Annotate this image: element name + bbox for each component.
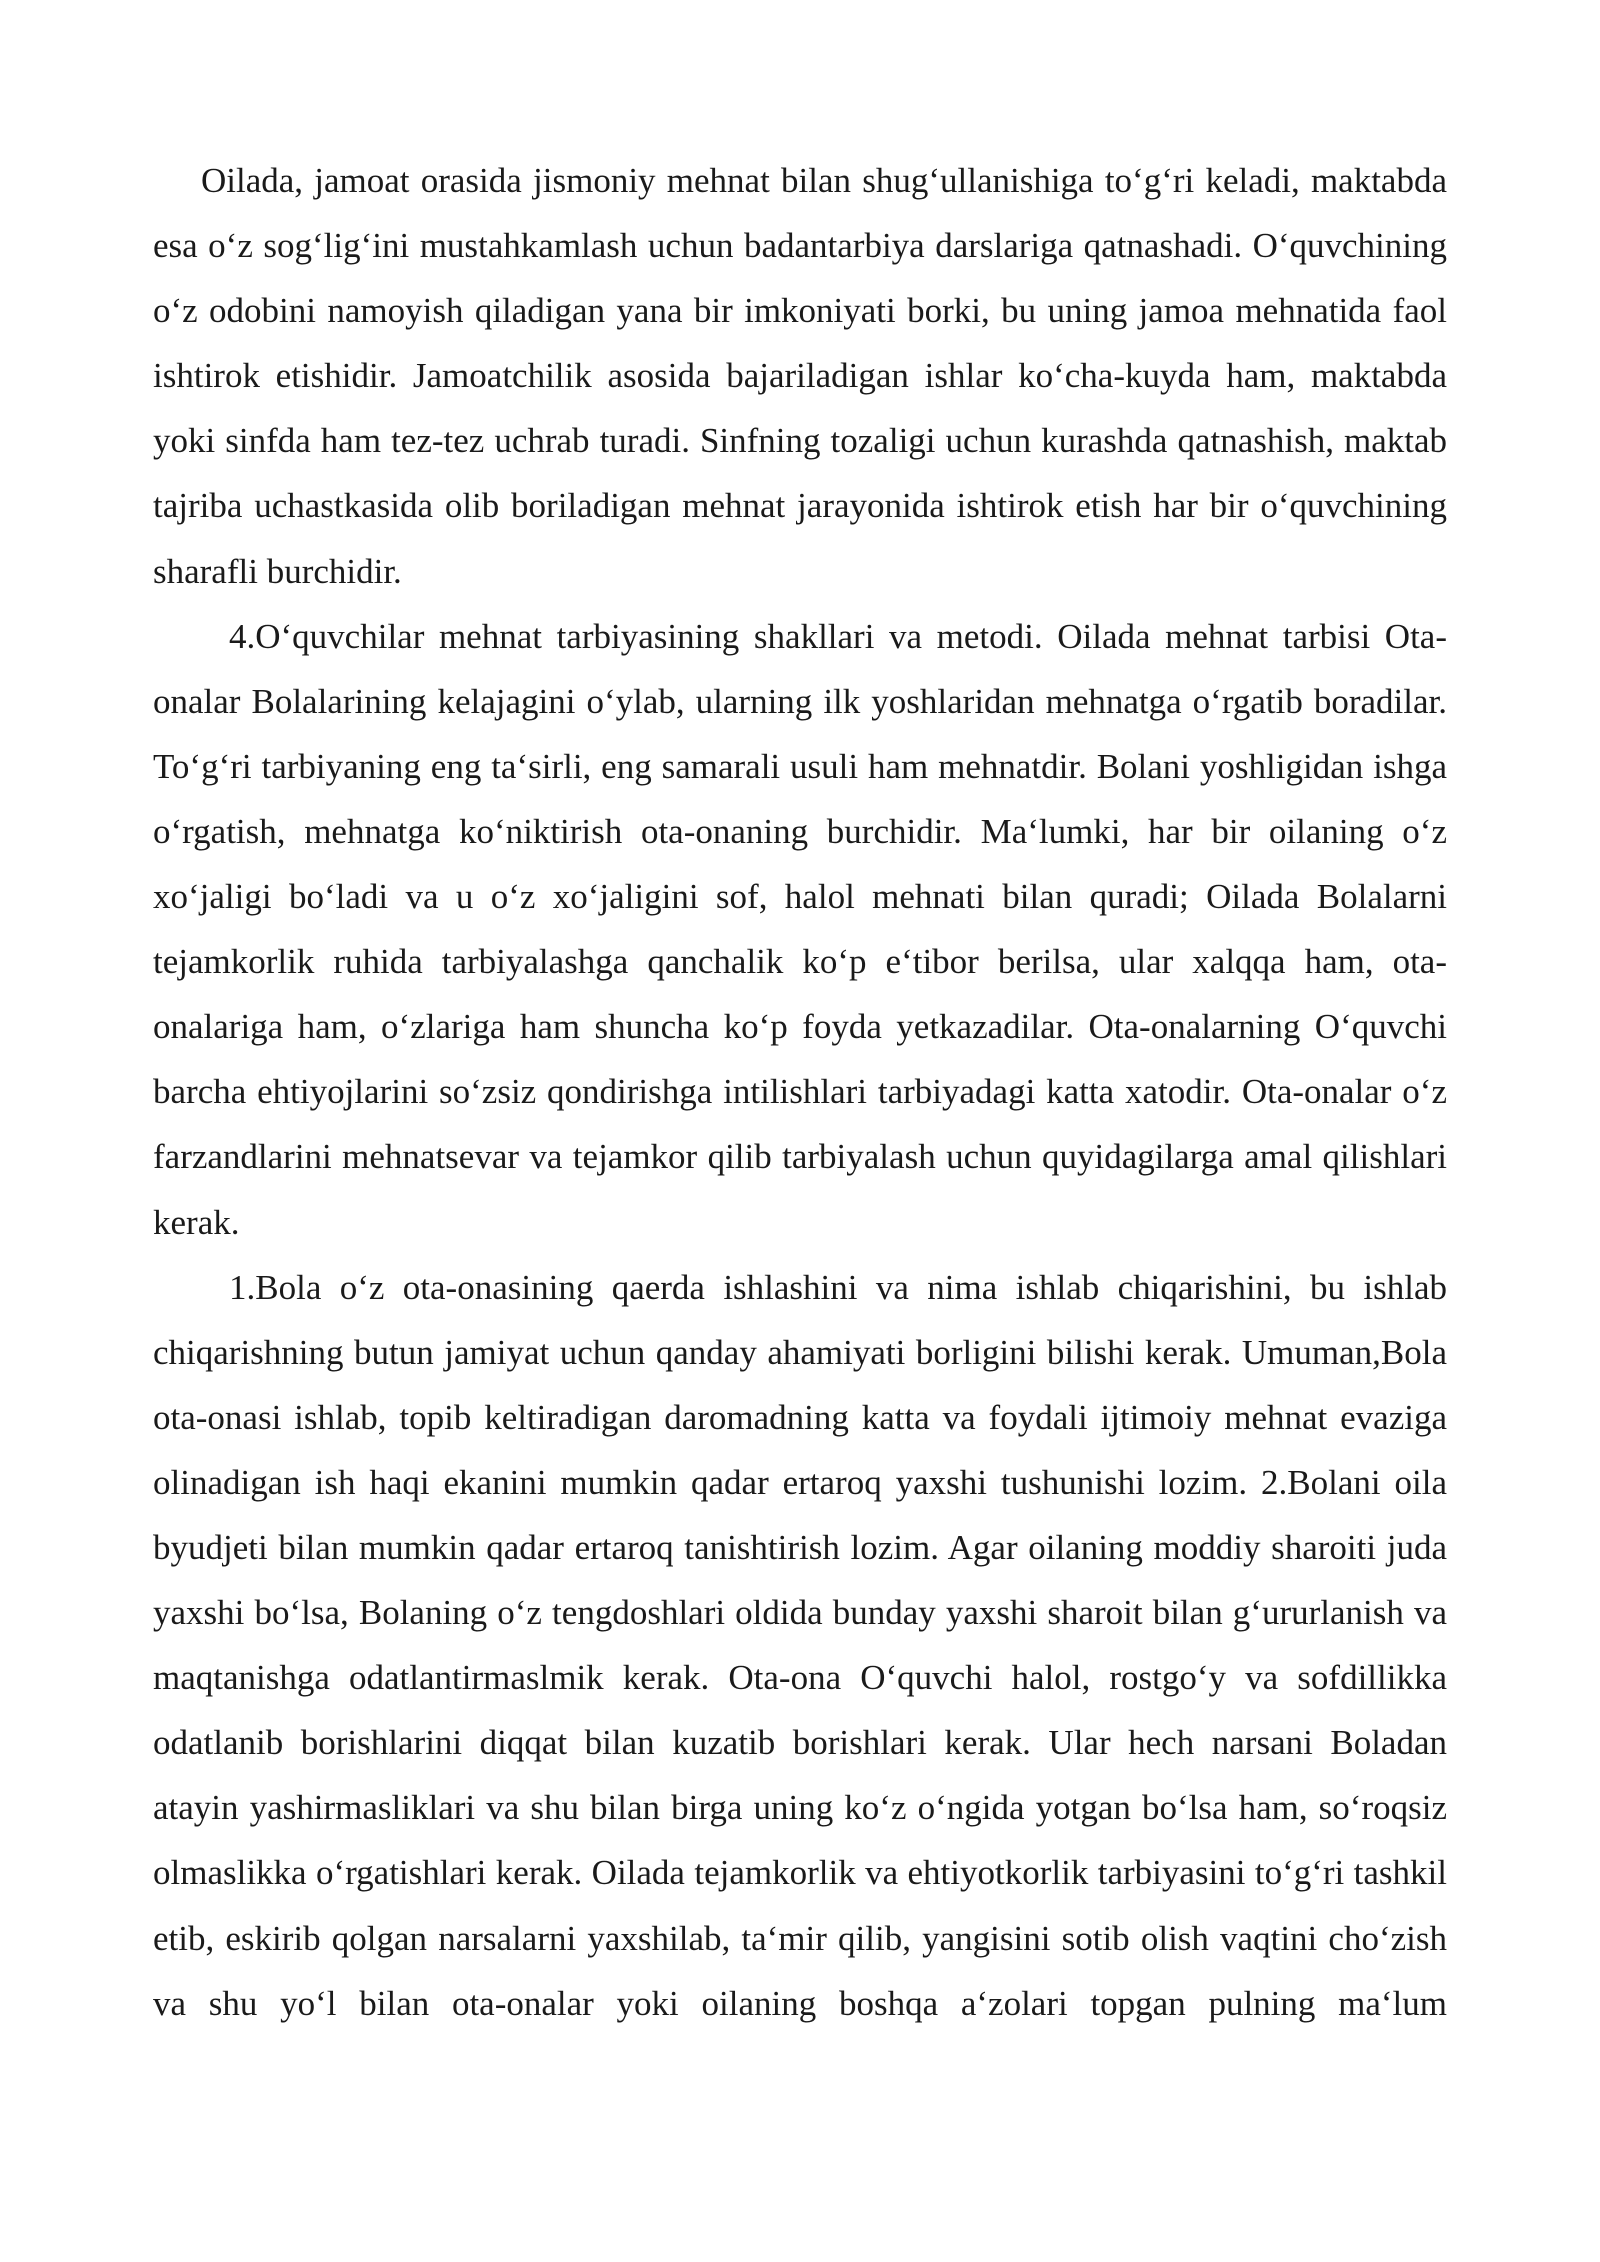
- paragraph-parent-guidelines: 1.Bola oʻz ota-onasining qaerda ishlashini va nima ishlab chiqarishini, bu ishlab chiqarishning butun jamiyat uchun qanday ahamiyati borligini bilishi kerak. Umuman,Bola ota-onasi ishlab, topib keltiradigan daromadning katta va foydali ijtimoiy mehnat evaziga olinadigan ish haqi ekanini mumkin qadar ertaroq yaxshi tushunishi lozim. 2.Bolani oila byudjeti bilan mumkin qadar ertaroq tanishtirish lozim. Agar oilaning moddiy sharoiti juda yaxshi boʻlsa, Bolaning oʻz tengdoshlari oldida bunday yaxshi sharoit bilan gʻururlanish va maqtanishga odatlantirmaslmik kerak. Ota-ona Oʻquvchi halol, rostgoʻy va sofdillikka odatlanib borishlarini diqqat bilan kuzatib borishlari kerak. Ular hech narsani Boladan atayin yashirmasliklari va shu bilan birga uning koʻz oʻngida yotgan boʻlsa ham, soʻroqsiz olmaslikka oʻrgatishlari kerak. Oilada tejamkorlik va ehtiyotkorlik tarbiyasini toʻgʻri tashkil etib, eskirib qolgan narsalarni yaxshilab, taʻmir qilib, yangisini sotib olish vaqtini choʻzish va shu yoʻl bilan ota-onalar yoki oilaning boshqa aʻzolari topgan pulning maʻlum: [153, 1267, 1447, 2023]
- paragraph-labor-education-forms: 4.Oʻquvchilar mehnat tarbiyasining shakllari va metodi. Oilada mehnat tarbisi Ota-onalar Bolalarining kelajagini oʻylab, ularning ilk yoshlaridan mehnatga oʻrgatib boradilar. Toʻgʻri tarbiyaning eng taʻsirli, eng samarali usuli ham mehnatdir. Bolani yoshligidan ishga oʻrgatish, mehnatga koʻniktirish ota-onaning burchidir. Maʻlumki, har bir oilaning oʻz xoʻjaligi boʻladi va u oʻz xoʻjaligini sof, halol mehnati bilan quradi; Oilada Bolalarni tejamkorlik ruhida tarbiyalashga qanchalik koʻp eʻtibor berilsa, ular xalqqa ham, ota-onalariga ham, oʻzlariga ham shuncha koʻp foyda yetkazadilar. Ota-onalarning Oʻquvchi barcha ehtiyojlarini soʻzsiz qondirishga intilishlari tarbiyadagi katta xatodir. Ota-onalar oʻz farzandlarini mehnatsevar va tejamkor qilib tarbiyalash uchun quyidagilarga amal qilishlari kerak.: [153, 616, 1447, 1242]
- document-body: [153, 148, 1447, 2036]
- paragraph-physical-labor: Oilada, jamoat orasida jismoniy mehnat bilan shugʻullanishiga toʻgʻri keladi, maktabda esa oʻz sogʻligʻini mustahkamlash uchun badantarbiya darslariga qatnashadi. Oʻquvchining oʻz odobini namoyish qiladigan yana bir imkoniyati borki, bu uning jamoa mehnatida faol ishtirok etishidir. Jamoatchilik asosida bajariladigan ishlar koʻcha-kuyda ham, maktabda yoki sinfda ham tez-tez uchrab turadi. Sinfning tozaligi uchun kurashda qatnashish, maktab tajriba uchastkasida olib boriladigan mehnat jarayonida ishtirok etish har bir oʻquvchining sharafli burchidir.: [153, 161, 1447, 591]
